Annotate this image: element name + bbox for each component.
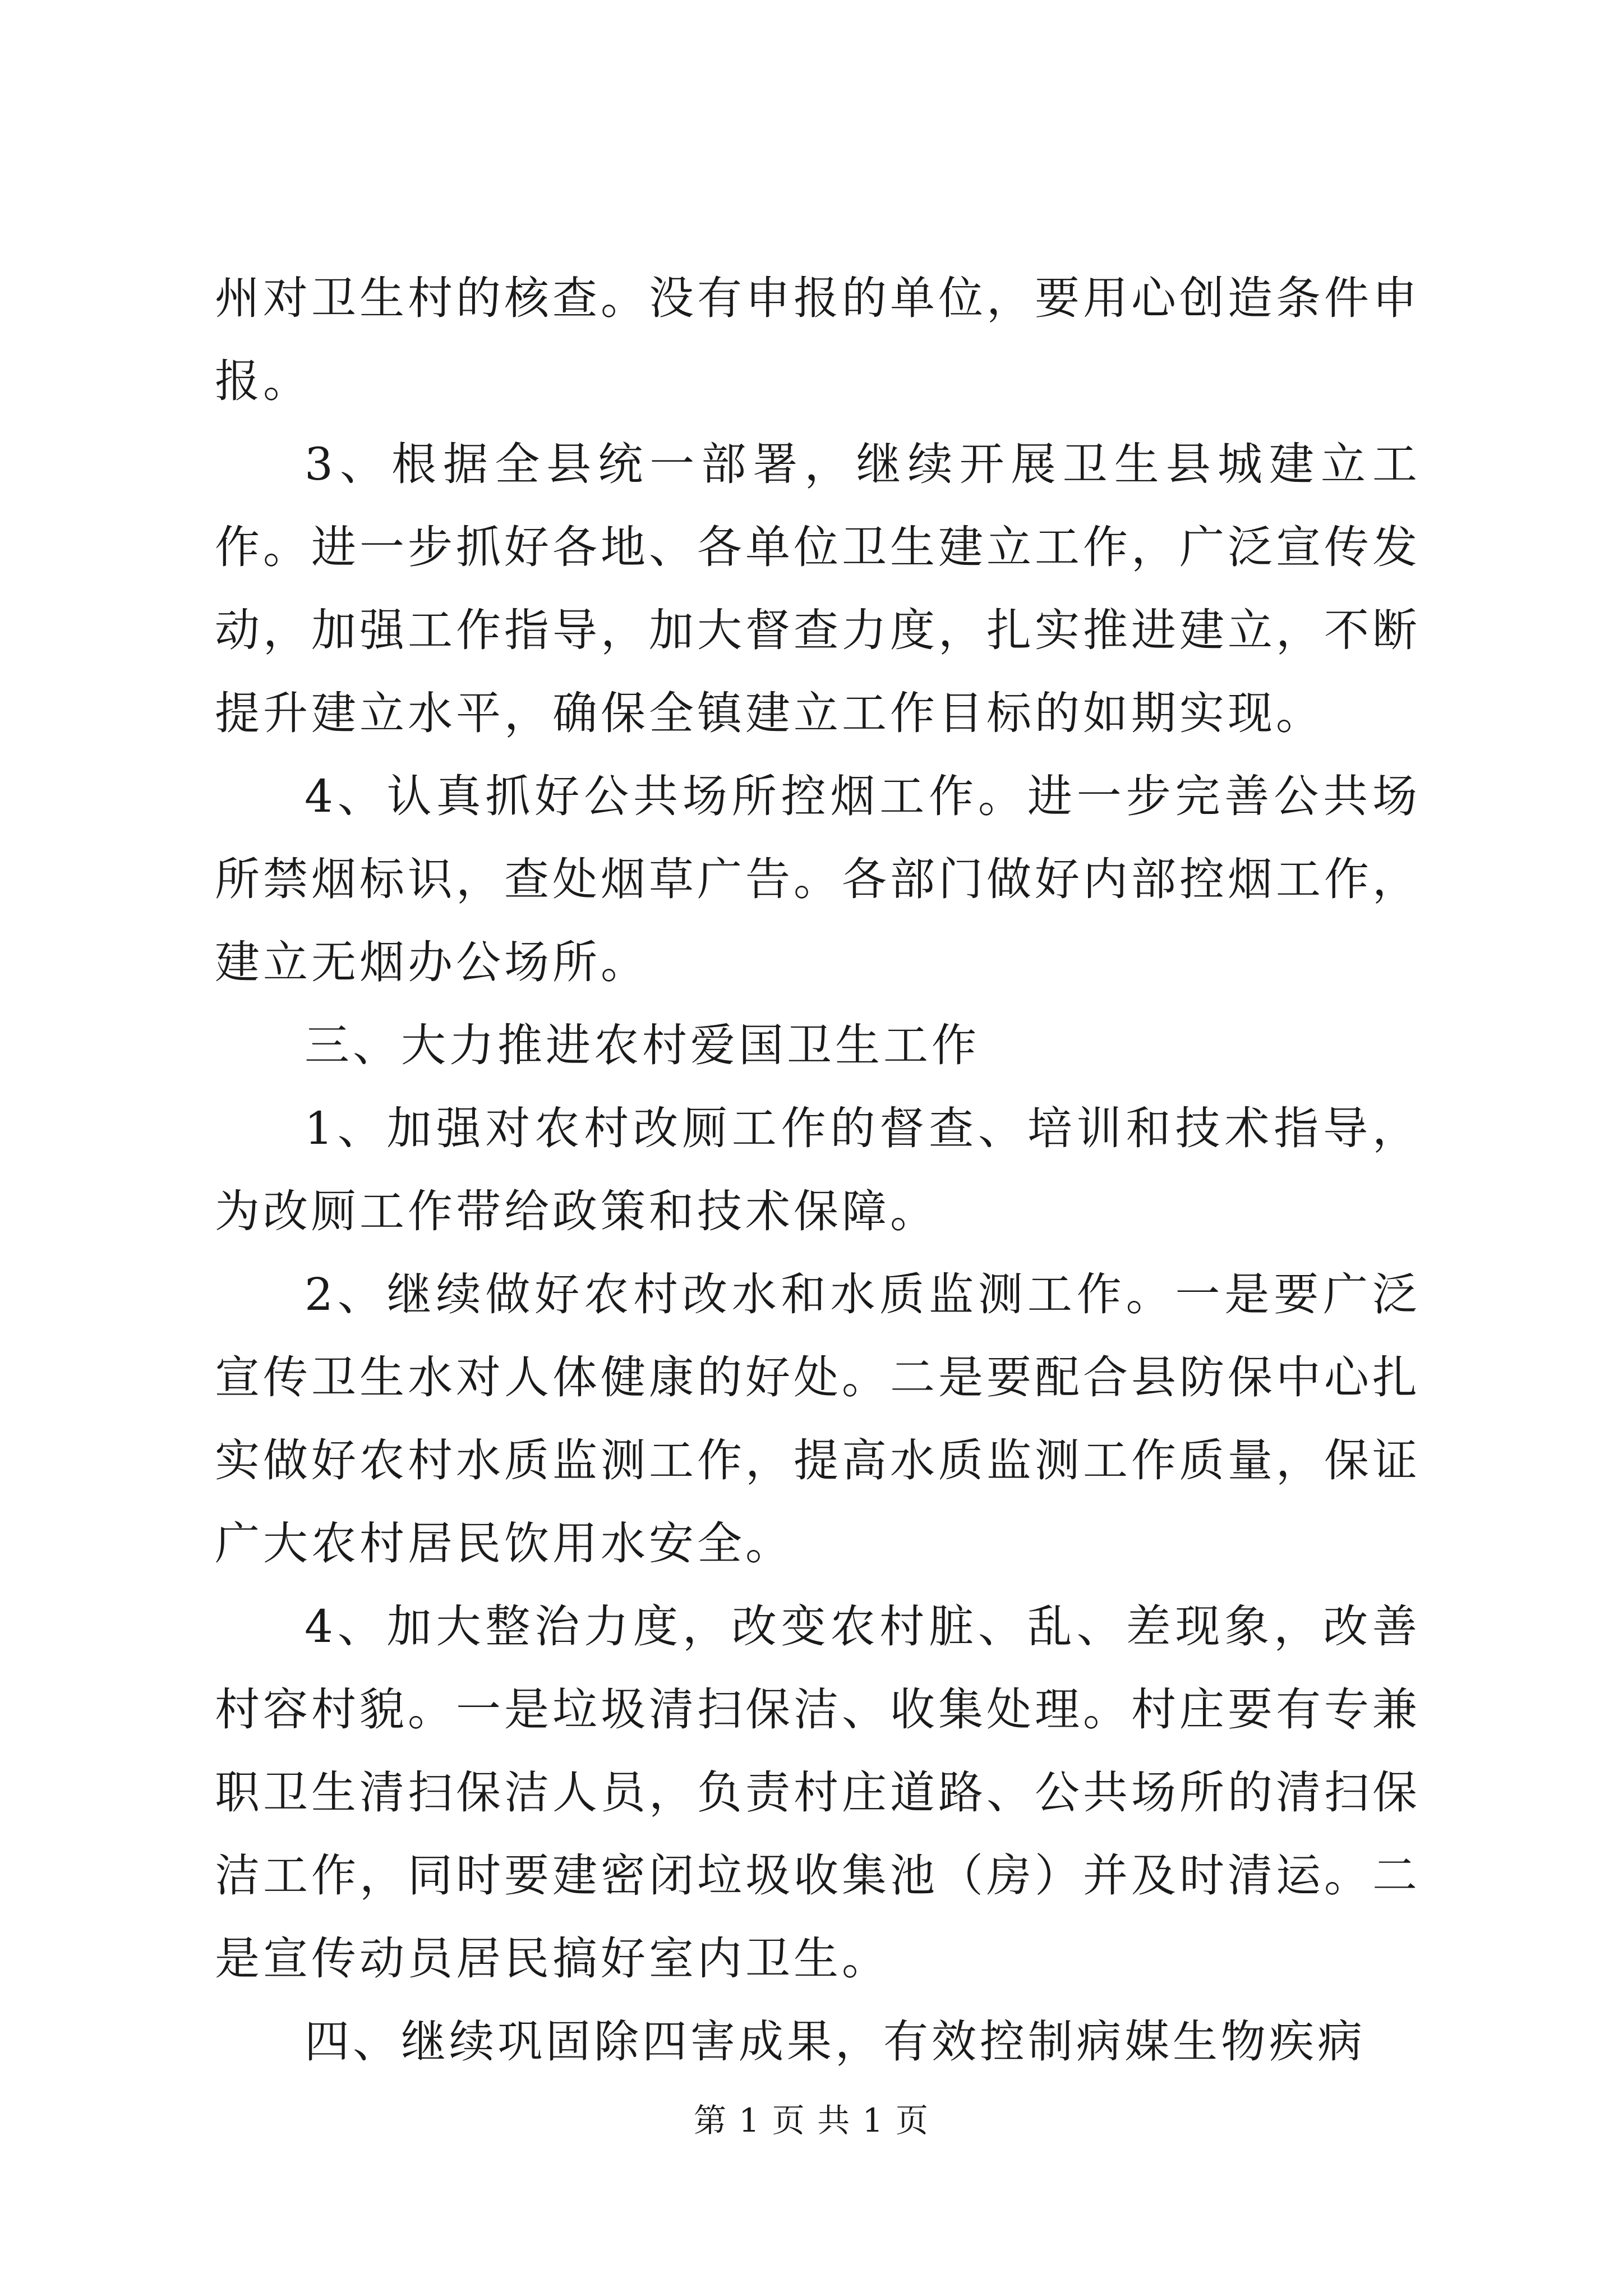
paragraph-item-3: 3、根据全县统一部署，继续开展卫生县城建立工作。进一步抓好各地、各单位卫生建立工作，广泛宣传发动，加强工作指导，加大督查力度，扎实推进建立，不断提升建立水平，确保全镇建立工作目标的如期实现。 bbox=[215, 438, 1421, 739]
page-footer: 第 1 页 共 1 页 bbox=[694, 2101, 929, 2139]
paragraph-item-4-smoking-control: 4、认真抓好公共场所控烟工作。进一步完善公共场所禁烟标识，查处烟草广告。各部门做好内部控烟工作，建立无烟办公场所。 bbox=[215, 770, 1421, 988]
paragraph-item-2-water: 2、继续做好农村改水和水质监测工作。一是要广泛宣传卫生水对人体健康的好处。二是要配合县防保中心扎实做好农村水质监测工作，提高水质监测工作质量，保证广大农村居民饮用水安全。 bbox=[215, 1268, 1421, 1570]
paragraph-continuation: 州对卫生村的核查。没有申报的单位，要用心创造条件申报。 bbox=[215, 272, 1421, 407]
section-heading-4: 四、继续巩固除四害成果，有效控制病媒生物疾病 bbox=[305, 2016, 1366, 2068]
paragraph-item-4-rectification: 4、加大整治力度，改变农村脏、乱、差现象，改善村容村貌。一是垃圾清扫保洁、收集处理。村庄要有专兼职卫生清扫保洁人员，负责村庄道路、公共场所的清扫保洁工作，同时要建密闭垃圾收集池（房）并及时清运。二是宣传动员居民搞好室内卫生。 bbox=[215, 1600, 1421, 1985]
section-heading-3: 三、大力推进农村爱国卫生工作 bbox=[305, 1019, 980, 1071]
document-body bbox=[215, 257, 1421, 2083]
paragraph-item-1-toilet: 1、加强对农村改厕工作的督查、培训和技术指导，为改厕工作带给政策和技术保障。 bbox=[215, 1102, 1421, 1237]
